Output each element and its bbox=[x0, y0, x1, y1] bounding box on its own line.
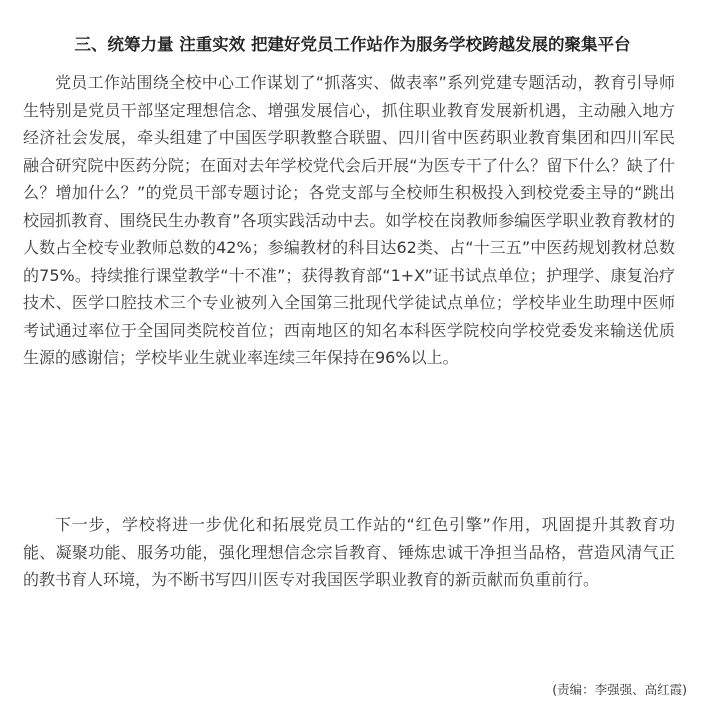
article-paragraph-2: 下一步，学校将进一步优化和拓展党员工作站的“红色引擎”作用，巩固提升其教育功能、凝聚功能、服务功能，强化理想信念宗旨教育、锤炼忠诚干净担当品格，营造风清气正的教书育人环境，为不断书写四川医专对我国医学职业教育的新贡献而负重前行。 bbox=[23, 515, 675, 589]
section-heading: 三、统筹力量 注重实效 把建好党员工作站作为服务学校跨越发展的聚集平台 bbox=[74, 34, 631, 54]
editor-credit: (责编：李强强、高红霞) bbox=[552, 682, 687, 697]
article-paragraph-1: 党员工作站围绕全校中心工作谋划了“抓落实、做表率”系列党建专题活动，教育引导师生特别是党员干部坚定理想信念、增强发展信心，抓住职业教育发展新机遇，主动融入地方经济社会发展，牵头组建了中国医学职教整合联盟、四川省中医药职业教育集团和四川军民融合研究院中医药分院；在面对去年学校党代会后开展“为医专干了什么？留下什么？缺了什么？增加什么？”的党员干部专题讨论；各党支部与全校师生积极投入到校党委主导的“跳出校园抓教育、围绕民生办教育”各项实践活动中去。如学校在岗教师参编医学职业教育教材的人数占全校专业教师总数的42%；参编教材的科目达62类、占“十三五”中医药规划教材总数的75%。持续推行课堂教学“十不准”；获得教育部“1+X”证书试点单位；护理学、康复治疗技术、医学口腔技术三个专业被列入全国第三批现代学徒试点单位；学校毕业生助理中医师考试通过率位于全国同类院校首位；西南地区的知名本科医学院校向学校党委发来输送优质生源的感谢信；学校毕业生就业率连续三年保持在96%以上。 bbox=[23, 73, 675, 367]
